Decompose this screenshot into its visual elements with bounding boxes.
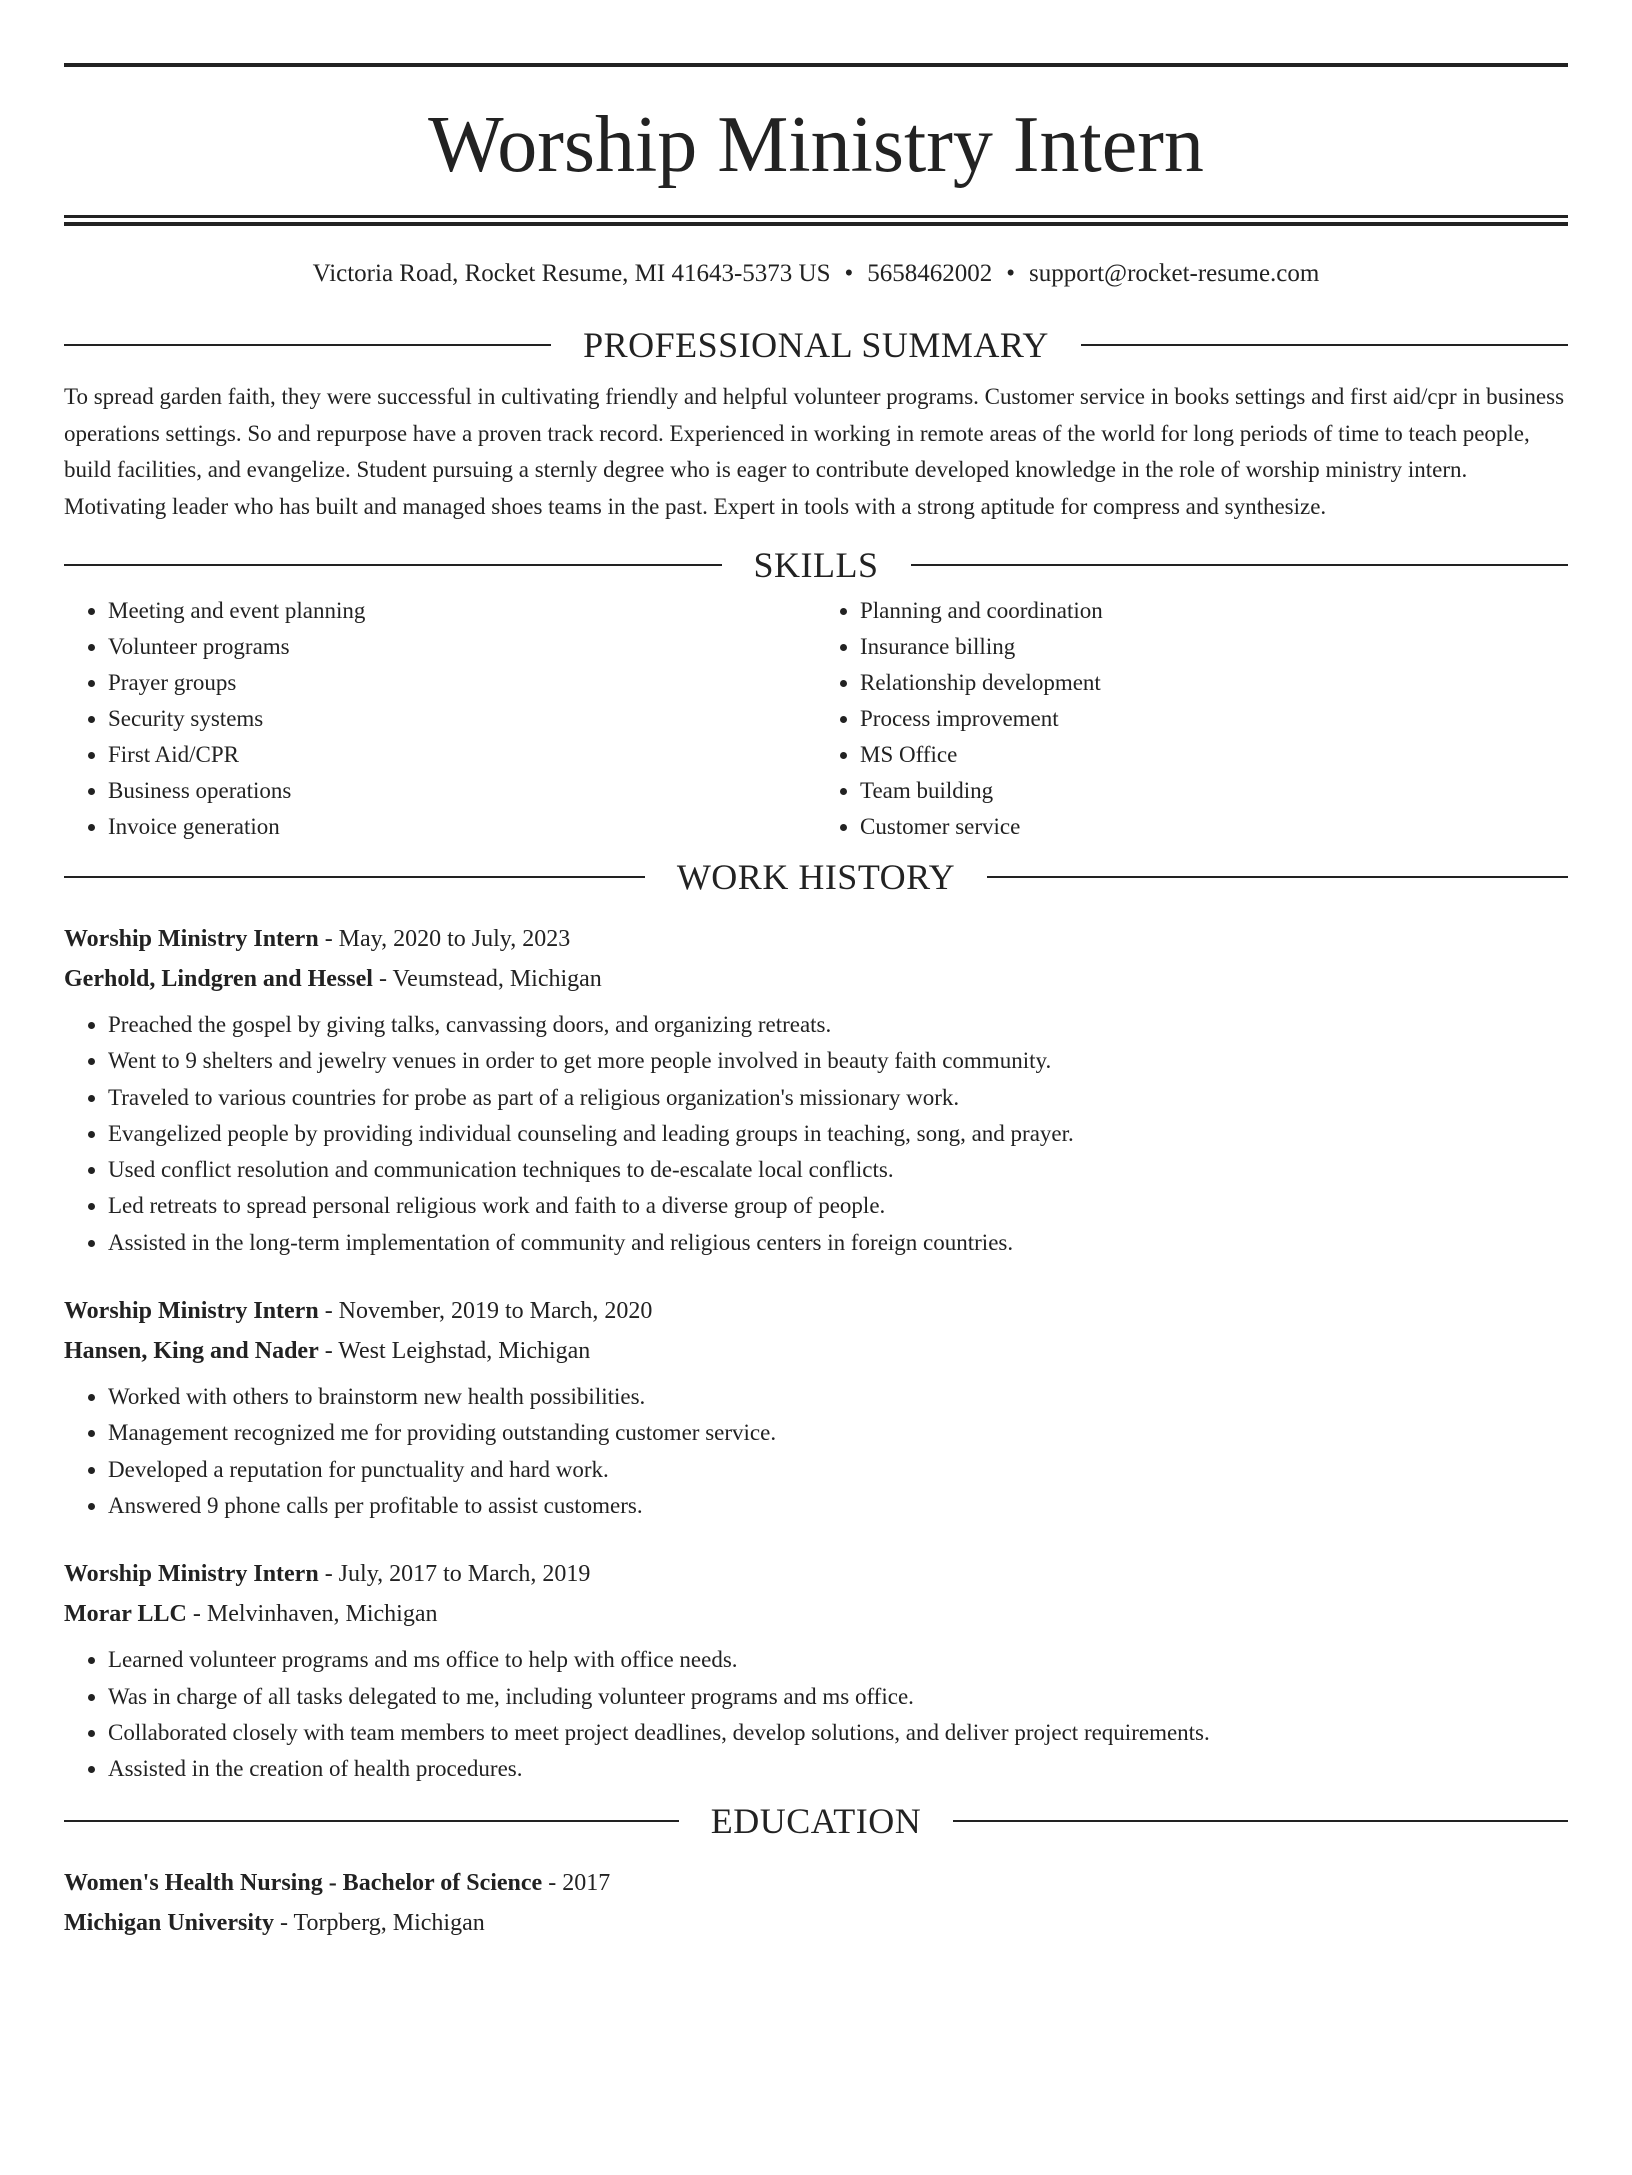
job-title-line: [64, 1291, 1568, 1331]
job-company: Morar LLC: [64, 1601, 187, 1628]
job-bullet: • Evangelized people by providing individual counseling and leading groups in teaching, song, and prayer.: [108, 1116, 1568, 1152]
job-bullet: • Preached the gospel by giving talks, canvassing doors, and organizing retreats.: [108, 1007, 1568, 1043]
skills-heading-label: SKILLS: [753, 545, 879, 585]
contact-line: [64, 259, 1568, 289]
job-location: - Melvinhaven, Michigan: [192, 1601, 438, 1628]
job-bullets: [64, 1007, 1568, 1261]
heading-rule: [64, 564, 722, 566]
contact-email: support@rocket-resume.com: [1029, 260, 1320, 287]
job-bullet: • Led retreats to spread personal religious work and faith to a diverse group of people.: [108, 1188, 1568, 1224]
education-school: Michigan University: [64, 1910, 274, 1937]
job-bullet: • Used conflict resolution and communication techniques to de-escalate local conflicts.: [108, 1152, 1568, 1188]
job-bullet: • Management recognized me for providing outstanding customer service.: [108, 1415, 1568, 1451]
education-entry: [64, 1863, 1568, 1943]
heading-rule: [1081, 344, 1568, 346]
skill-item: • Customer service: [860, 809, 1568, 845]
heading-rule: [987, 876, 1568, 878]
job-bullet: • Assisted in the creation of health procedures.: [108, 1751, 1568, 1787]
job-title-line: [64, 919, 1568, 959]
job-bullet: • Developed a reputation for punctuality and hard work.: [108, 1452, 1568, 1488]
top-rule: [64, 63, 1568, 67]
heading-rule: [953, 1820, 1568, 1822]
heading-rule: [64, 344, 551, 346]
education-heading-label: EDUCATION: [710, 1801, 922, 1842]
education-degree-line: [64, 1863, 1568, 1903]
job-dates: - November, 2019 to March, 2020: [324, 1298, 653, 1325]
job-company-line: [64, 1594, 1568, 1634]
skill-item: • Prayer groups: [108, 665, 816, 701]
job-company-line: [64, 1331, 1568, 1371]
job-dates: - May, 2020 to July, 2023: [324, 926, 571, 952]
education-location: - Torpberg, Michigan: [280, 1910, 485, 1937]
skills-column-left: [64, 593, 816, 845]
job-bullet: • Went to 9 shelters and jewelry venues in order to get more people involved in beauty faith community.: [108, 1043, 1568, 1079]
skill-item: • Meeting and event planning: [108, 593, 816, 629]
job-bullet: • Answered 9 phone calls per profitable to assist customers.: [108, 1488, 1568, 1524]
skill-item: • Team building: [860, 773, 1568, 809]
skills-heading: [64, 545, 1568, 585]
job-dates: - July, 2017 to March, 2019: [324, 1561, 591, 1588]
resume-page: [0, 63, 1632, 2175]
skills-list: [64, 593, 1568, 845]
job-company: Hansen, King and Nader: [64, 1338, 319, 1365]
skill-item: • MS Office: [860, 737, 1568, 773]
job-title: Worship Ministry Intern: [64, 1561, 319, 1588]
skill-item: • First Aid/CPR: [108, 737, 816, 773]
work-heading-label: WORK HISTORY: [676, 857, 956, 897]
job-title-line: [64, 1554, 1568, 1594]
summary-text: To spread garden faith, they were successful in cultivating friendly and helpful volunteer programs. Customer service in books settings and first aid/cpr in business operations settings. So and repurpose have a proven track record. Experienced in working in remote areas of the world for long periods of time to teach people, build facilities, and evangelize. Student pursuing a sternly degree who is eager to contribute developed knowledge in the role of worship ministry intern. Motivating leader who has built and managed shoes teams in the past. Expert in tools with a strong aptitude for compress and synthesize.: [64, 384, 1565, 519]
contact-phone: 5658462002: [867, 260, 993, 287]
skill-item: • Volunteer programs: [108, 629, 816, 665]
heading-rule: [64, 1820, 679, 1822]
skill-item: • Business operations: [108, 773, 816, 809]
summary-heading-label: PROFESSIONAL SUMMARY: [583, 325, 1049, 365]
skill-item: • Invoice generation: [108, 809, 816, 845]
skill-item: • Insurance billing: [860, 629, 1568, 665]
job-bullets: [64, 1379, 1568, 1524]
work-heading: [64, 857, 1568, 897]
job-bullet: • Learned volunteer programs and ms office to help with office needs.: [108, 1642, 1568, 1678]
job-title: Worship Ministry Intern: [64, 1298, 319, 1325]
job-company-line: [64, 959, 1568, 999]
job-entry: [64, 1291, 1568, 1524]
contact-address: Victoria Road, Rocket Resume, MI 41643-5373 US: [312, 260, 831, 287]
job-company: Gerhold, Lindgren and Hessel: [64, 966, 373, 992]
skill-item: • Process improvement: [860, 701, 1568, 737]
job-location: - Veumstead, Michigan: [378, 966, 602, 992]
heading-rule: [911, 564, 1569, 566]
job-bullet: • Traveled to various countries for probe as part of a religious organization's missionary work.: [108, 1080, 1568, 1116]
job-bullet: • Worked with others to brainstorm new health possibilities.: [108, 1379, 1568, 1415]
job-bullet: • Assisted in the long-term implementation of community and religious centers in foreign countries.: [108, 1225, 1568, 1261]
double-rule: [64, 215, 1568, 226]
education-year: - 2017: [548, 1870, 611, 1897]
skill-item: • Relationship development: [860, 665, 1568, 701]
job-bullet: • Was in charge of all tasks delegated to me, including volunteer programs and ms office.: [108, 1679, 1568, 1715]
skill-item: • Planning and coordination: [860, 593, 1568, 629]
contact-separator: •: [1006, 260, 1016, 287]
job-title: Worship Ministry Intern: [64, 926, 319, 952]
education-heading: [64, 1801, 1568, 1841]
job-entry: [64, 919, 1568, 1261]
job-bullets: [64, 1642, 1568, 1787]
skills-column-right: [816, 593, 1568, 845]
resume-title: Worship Ministry Intern: [428, 101, 1204, 189]
heading-rule: [64, 876, 645, 878]
education-school-line: [64, 1903, 1568, 1943]
summary-heading: [64, 325, 1568, 365]
job-bullet: • Collaborated closely with team members to meet project deadlines, develop solutions, and deliver project requirements.: [108, 1715, 1568, 1751]
job-entry: [64, 1554, 1568, 1787]
education-degree: Women's Health Nursing - Bachelor of Science: [64, 1870, 543, 1897]
contact-separator: •: [844, 260, 854, 287]
job-location: - West Leighstad, Michigan: [324, 1338, 591, 1365]
skill-item: • Security systems: [108, 701, 816, 737]
